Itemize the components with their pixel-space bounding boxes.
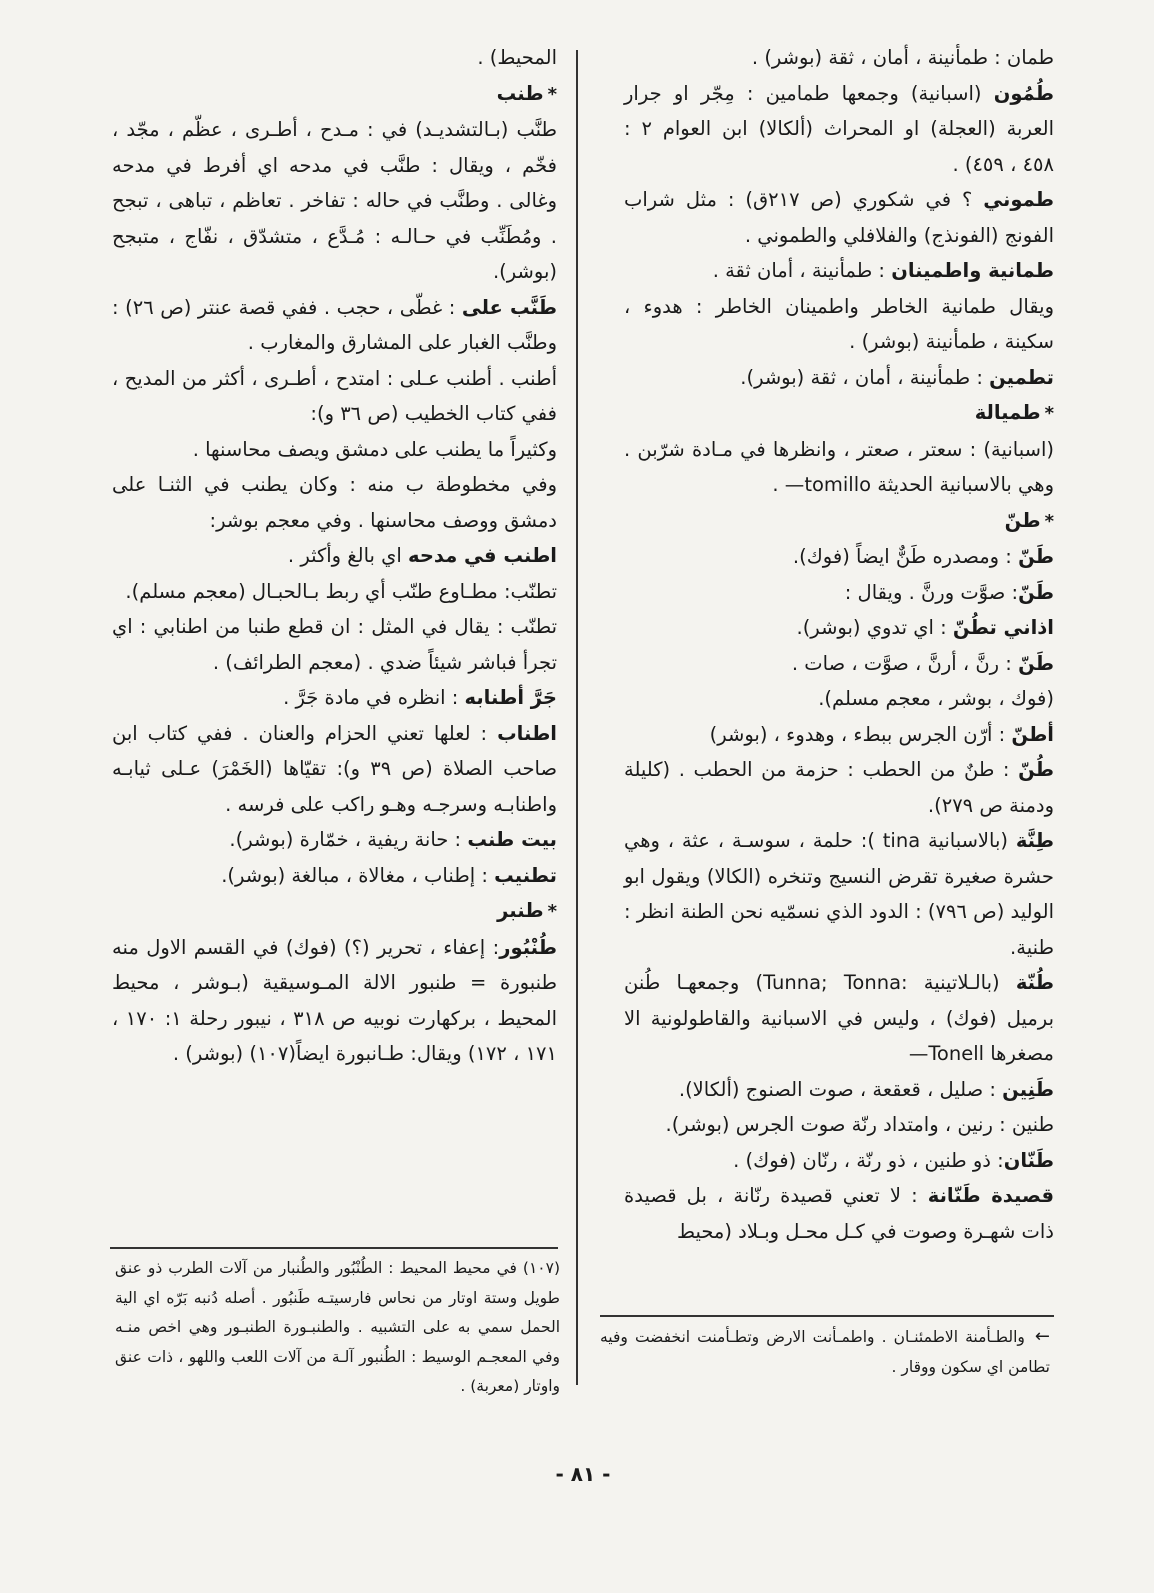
section-heading-text: طنبر bbox=[497, 899, 544, 922]
entry-text: : اي تدوي (بوشر). bbox=[796, 616, 953, 639]
section-heading bbox=[624, 503, 1054, 540]
dictionary-entry bbox=[112, 290, 557, 361]
entry-text: : صوَّت ورنَّ . ويقال : bbox=[844, 580, 1019, 604]
entry-text: : لعلها تعني الحزام والعنان . ففي كتاب ابن صاحب الصلاة (ص ٣٩ و): تقيّاها (الخَمْرَ) عـلى ثيابـه واطنابـه وسرجـه وهـو راكب على فرسه . bbox=[112, 721, 558, 816]
section-heading-text: طنّ bbox=[1004, 508, 1041, 532]
entry-text: (بالاسبانية tina ): حلمة ، سوسـة ، عثة ، وهي حشرة صغيرة تقرض النسيج وتنخره (الكالا) ويقول ابو الوليد (ص ٧٩٦) : الدود الذي نسمّيه نحن الطنة انظر : طنية. bbox=[624, 829, 1054, 959]
entry-text: (فوك ، بوشر ، معجم مسلم). bbox=[818, 687, 1054, 710]
footnote-rule-right bbox=[600, 1315, 1054, 1317]
asterisk-icon: * bbox=[547, 83, 557, 105]
dictionary-entry bbox=[624, 360, 1054, 396]
dictionary-entry bbox=[112, 609, 557, 680]
entry-text: : طمأنينة ، أمان ثقة . bbox=[712, 259, 892, 282]
section-heading bbox=[624, 395, 1054, 432]
entry-headword: طُنّة bbox=[1015, 971, 1054, 994]
entry-text: : انظره في مادة جَرَّ . bbox=[283, 686, 465, 709]
entry-headword: طُنّ bbox=[1018, 758, 1054, 781]
dictionary-entry bbox=[624, 289, 1054, 360]
entry-text: : إطناب ، مغالاة ، مبالغة (بوشر). bbox=[221, 863, 495, 887]
entry-text: طنَّب (بـالتشديـد) في : مـدح ، أطـرى ، عظّم ، مجّد ، فخّم ، ويقال : طنَّب في مدحه اي أفرط في مدحه وغالى . وطنَّب في حاله : تفاخر . تعاظم ، تباهى ، تبجح . ومُطَنِّب في حـالـه : مُـدَّع ، متشدّق ، نفّاج ، متبجح (بوشر). bbox=[112, 118, 557, 283]
dictionary-entry bbox=[624, 253, 1054, 289]
dictionary-entry bbox=[624, 1107, 1054, 1143]
footnote-left bbox=[115, 1254, 560, 1402]
entry-text: : رنَّ ، أرنَّ ، صوَّت ، صات . bbox=[791, 651, 1019, 675]
entry-headword: اطنب في مدحه bbox=[408, 544, 557, 567]
entry-text: تطنّب : يقال في المثل : ان قطع طنبا من اطنابي : اي تجرأ فباشر شيئاً ضدي . (معجم الطرائف) . bbox=[112, 615, 557, 674]
entry-headword: طموني bbox=[983, 188, 1055, 211]
section-heading-text: طميالة bbox=[974, 401, 1041, 424]
dictionary-entry bbox=[624, 965, 1054, 1072]
arrow-left-icon: ← bbox=[1034, 1326, 1050, 1347]
footnote-continuation-text: والطـأمنة الاطمئنـان . واطمـأنت الارض وتطـأمنت انخفضت وفيه تطامن اي سكون ووقار . bbox=[600, 1328, 1050, 1376]
dictionary-entry bbox=[624, 432, 1054, 503]
asterisk-icon: * bbox=[1044, 510, 1054, 532]
entry-text: : ذو طنين ، ذو رنّة ، رنّان (فوك) . bbox=[733, 1148, 1004, 1172]
page-number: - ٨١ - bbox=[555, 1462, 611, 1486]
entry-text: ويقال طمانية الخاطر واطمينان الخاطر : هدوء ، سكينة ، طمأنينة (بوشر) . bbox=[624, 294, 1054, 353]
section-heading-text: طنب bbox=[496, 81, 544, 105]
entry-text: : لا تعني قصيدة رنّانة ، بل قصيدة ذات شهـرة وصوت في كـل محـل وبـلاد (محيط bbox=[624, 1184, 1054, 1243]
dictionary-entry bbox=[624, 823, 1054, 965]
dictionary-entry bbox=[624, 1178, 1054, 1249]
entry-headword: بيت طنب bbox=[467, 828, 557, 851]
entry-headword: طَنّ bbox=[1018, 545, 1054, 568]
entry-text: طمان : طمأنينة ، أمان ، ثقة (بوشر) . bbox=[751, 46, 1054, 69]
entry-text: : أرّن الجرس ببطء ، وهدوء ، (بوشر) bbox=[709, 722, 1012, 746]
entry-text: أطنب . أطنب عـلى : امتدح ، أطـرى ، أكثر من المديح ، ففي كتاب الخطيب (ص ٣٦ و): bbox=[112, 366, 557, 425]
asterisk-icon: * bbox=[1044, 403, 1054, 424]
entry-headword: أطنّ bbox=[1011, 722, 1054, 746]
footnote-107: (١٠٧) في محيط المحيط : الطُنْبُور والطُنبار من آلات الطرب ذو عنق طويل وستة اوتار من نحاس فارسيتـه طَنبُور . أصله دُنبه بَرّه اي الية الحمل سمي به على التشبيه . والطنبـورة الطنبـور وهي اخص منـه وفي المعجـم الوسيط : الطُنبور آلـة من آلات اللعب واللهو ، ذات عنق واوتار (معربة) . bbox=[115, 1259, 560, 1395]
entry-text: : طمأنينة ، أمان ، ثقة (بوشر). bbox=[740, 365, 990, 389]
dictionary-entry bbox=[112, 574, 557, 610]
dictionary-entry bbox=[624, 575, 1054, 611]
entry-headword: تطنيب bbox=[494, 863, 557, 887]
dictionary-entry bbox=[112, 432, 557, 468]
section-heading bbox=[112, 76, 557, 113]
dictionary-entry bbox=[624, 182, 1054, 253]
asterisk-icon: * bbox=[547, 901, 557, 922]
dictionary-entry bbox=[112, 822, 557, 858]
footnote-rule-left bbox=[110, 1247, 558, 1249]
entry-text: (اسبانية) وجمعها طمامين : مِجّر او جرار العربة (العجلة) او المحراث (ألكالا) ابن العوام ٢ : ٤٥٨ ، ٤٥٩) . bbox=[624, 81, 1054, 176]
entry-headword: طَنّ bbox=[1018, 651, 1054, 675]
dictionary-entry bbox=[112, 112, 557, 290]
entry-text: : ومصدره طَنٌّ ايضاً (فوك). bbox=[792, 545, 1019, 568]
entry-headword: طِنَّة bbox=[1015, 829, 1054, 852]
entry-headword: طُمُون bbox=[993, 81, 1054, 105]
dictionary-entry bbox=[112, 467, 557, 538]
entry-text: وكثيراً ما يطنب على دمشق ويصف محاسنها . bbox=[192, 437, 557, 461]
entry-headword: طمانية واطمينان bbox=[891, 259, 1054, 282]
left-column bbox=[112, 40, 557, 1072]
dictionary-entry bbox=[112, 930, 557, 1072]
dictionary-entry bbox=[112, 858, 557, 894]
section-heading bbox=[112, 893, 557, 930]
entry-text: المحيط) . bbox=[477, 46, 557, 69]
entry-headword: طَنّان bbox=[1003, 1148, 1054, 1172]
entry-text: : صليل ، قعقعة ، صوت الصنوج (ألكالا). bbox=[678, 1077, 1003, 1101]
entry-headword: جَرَّ أطنابه bbox=[464, 686, 557, 709]
entry-headword: اطناب bbox=[497, 721, 557, 745]
entry-headword: قصيدة طَنّانة bbox=[927, 1184, 1054, 1207]
dictionary-entry bbox=[624, 752, 1054, 823]
dictionary-entry bbox=[624, 1143, 1054, 1179]
dictionary-entry bbox=[112, 40, 557, 76]
footnote-continuation bbox=[600, 1322, 1050, 1382]
entry-headword: طُنْبُور bbox=[499, 935, 557, 959]
dictionary-entry bbox=[624, 610, 1054, 646]
entry-text: (اسبانية) : سعتر ، صعتر ، وانظرها في مـادة شرّبن . وهي بالاسبانية الحديثة tomillo— . bbox=[624, 437, 1054, 496]
dictionary-entry bbox=[112, 716, 557, 823]
entry-text: : إعفاء ، تحرير (؟) (فوك) في القسم الاول منه طنبورة = طنبور الالة المـوسيقية (بـوشر ، محيط المحيط ، بركهارت نوبيه ص ٣١٨ ، نيبور رحلة ١: ١٧٠ ، ١٧١ ، ١٧٢) ويقال: طـانبورة ايضاً(١٠٧) (بوشر) . bbox=[112, 935, 558, 1065]
dictionary-entry bbox=[112, 361, 557, 432]
entry-headword: طَنّ bbox=[1018, 580, 1054, 604]
dictionary-entry bbox=[624, 40, 1054, 76]
footnote-right bbox=[600, 1322, 1050, 1382]
entry-headword: طَنَّب على bbox=[461, 295, 557, 319]
dictionary-entry bbox=[624, 539, 1054, 575]
entry-text: تطنّب: مطـاوع طنّب أي ربط بـالحبـال (معجم مسلم). bbox=[125, 579, 557, 603]
dictionary-entry bbox=[624, 681, 1054, 717]
entry-text: : غطّى ، حجب . ففي قصة عنتر (ص ٢٦) : وطنَّب الغبار على المشارق والمغارب . bbox=[112, 295, 557, 354]
entry-text: طنين : رنين ، وامتداد رنّة صوت الجرس (بوشر). bbox=[665, 1113, 1054, 1136]
right-column bbox=[624, 40, 1054, 1249]
entry-text: اي بالغ وأكثر . bbox=[287, 544, 409, 567]
entry-headword: تطمين bbox=[989, 365, 1054, 389]
dictionary-entry bbox=[624, 76, 1054, 183]
column-divider bbox=[576, 50, 578, 1385]
entry-text: : حانة ريفية ، خمّارة (بوشر). bbox=[229, 828, 468, 851]
dictionary-entry bbox=[624, 717, 1054, 753]
entry-headword: طَنِين bbox=[1002, 1077, 1054, 1101]
entry-text: : طنٌ من الحطب : حزمة من الحطب . (كليلة ودمنة ص ٢٧٩). bbox=[624, 758, 1054, 817]
entry-text: ؟ في شكوري (ص ٢١٧ق) : مثل شراب الفونج (الفونذج) والفلافلي والطموني . bbox=[624, 188, 1054, 247]
entry-text: وفي مخطوطة ب منه : وكان يطنب في الثنـا على دمشق ووصف محاسنها . وفي معجم بوشر: bbox=[112, 473, 557, 532]
entry-text: (بالـلاتينية :Tunna; Tonna) وجمعهـا طُنن برميل (فوك) ، وليس في الاسبانية والقاطولونية الا مصغرها Tonell— bbox=[624, 971, 1054, 1065]
dictionary-entry bbox=[112, 538, 557, 574]
dictionary-entry bbox=[112, 680, 557, 716]
entry-headword: اذاني تطُنّ bbox=[952, 616, 1054, 639]
dictionary-entry bbox=[624, 1072, 1054, 1108]
dictionary-entry bbox=[624, 646, 1054, 682]
